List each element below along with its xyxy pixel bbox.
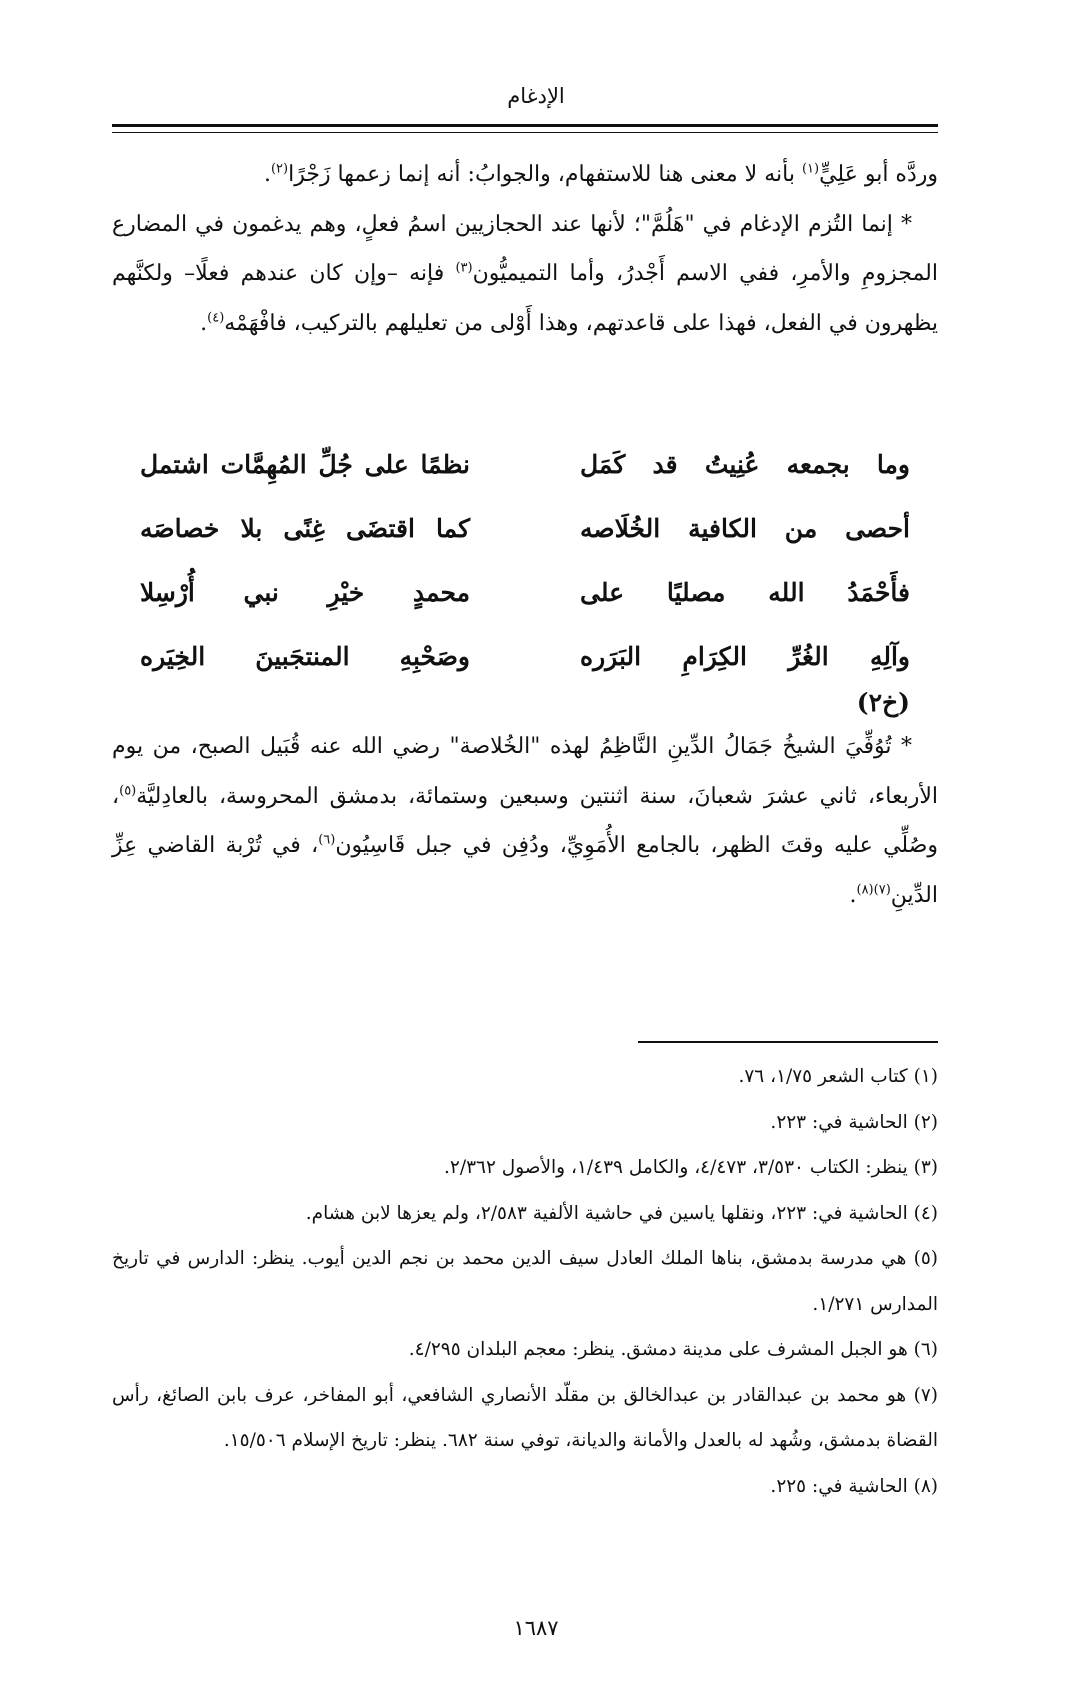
footnote: (٢) الحاشية في: ٢٢٣. <box>770 1111 938 1133</box>
paragraph: وردَّه أبو عَلِيٍّ$^{(١)}$ بأنه لا معنى هنا للاستفهام، والجوابُ: أنه إنما زعمها زَجْرًا$^{(٢)}$. <box>263 161 938 187</box>
paragraph: * إنما التُزم الإدغام في "هَلُمَّ"؛ لأنها عند الحجازيين اسمُ فعلٍ، وهم يدغمون في المضارع المجزومِ والأمرِ، ففي الاسم أَجْدرُ، وأما التميميُّون$^{(٣)}$ فإنه –وإن كان عندهم فعلًا– ولكنَّهم يظهرون في الفعل، فهذا على قاعدتهم، وهذا أَوْلى من تعليلهم بالتركيب، فافْهَمْه$^{(٤)}$. <box>112 211 938 336</box>
poem-block <box>140 432 910 717</box>
footnotes <box>112 1054 938 1509</box>
verse-second-hemistich: محمدٍ خيْرِ نبي أُرْسِلا <box>140 577 470 607</box>
header-rule-thick <box>112 124 938 127</box>
footnote: (٦) هو الجبل المشرف على مدينة دمشق. ينظر: معجم البلدان ٤/٢٩٥. <box>408 1339 938 1360</box>
footnote-ref[interactable]: (٣) <box>455 260 473 276</box>
footnote-ref[interactable]: (١) <box>801 161 820 177</box>
poem-verse <box>140 624 910 688</box>
main-text-bottom <box>112 722 938 920</box>
verse-first-hemistich: أحصى من الكافية الخُلَاصه <box>580 513 910 543</box>
poem-verse <box>140 432 910 496</box>
verse-second-hemistich: كما اقتضَى غِنًى بلا خصاصَه <box>140 513 470 543</box>
verse-first-hemistich: فأَحْمَدُ الله مصليًا على <box>580 577 910 607</box>
header-rule-thin <box>112 132 938 133</box>
verse-first-hemistich: وآلِهِ الغُرِّ الكِرَامِ البَرَره <box>580 641 910 671</box>
footnote-ref[interactable]: (٦) <box>318 832 336 848</box>
footnote: (٤) الحاشية في: ٢٢٣، ونقلها ياسين في حاشية الألفية ٢/٥٨٣، ولم يعزها لابن هشام. <box>305 1202 938 1224</box>
manuscript-mark: (خ٢) <box>856 688 910 717</box>
main-text-top <box>112 150 938 348</box>
verse-first-hemistich: وما بجمعه عُنِيتُ قد كَمَل <box>580 449 910 479</box>
footnote-ref[interactable]: (٥) <box>119 783 137 799</box>
footnote: (٨) الحاشية في: ٢٢٥. <box>770 1475 938 1497</box>
verse-second-hemistich: نظمًا على جُلِّ المُهِمَّات اشتمل <box>140 449 470 479</box>
running-header-title: الإدغام <box>507 84 565 108</box>
footnote: (٥) هي مدرسة بدمشق، بناها الملك العادل سيف الدين محمد بن نجم الدين أيوب. ينظر: الدارس في تاريخ المدارس ١/٢٧١. <box>112 1248 938 1315</box>
paragraph: * تُوُفِّيَ الشيخُ جَمَالُ الدِّينِ النَّاظِمُ لهذه "الخُلاصة" رضي الله عنه قُبَيل الصبح، من يوم الأربعاء، ثاني عشرَ شعبانَ، سنة اثنتين وسبعين وستمائة، بدمشق المحروسة، بالعادِليَّة$^{(٥)}$، وصُلِّي عليه وقتَ الظهر، بالجامع الأُمَوِيِّ، ودُفِن في جبل قَاسِيُون$^{(٦)}$، في تُرْبة القاضي عِزِّ الدِّينِ$^{(٧)(٨)}$. <box>112 734 938 908</box>
poem-verse <box>140 560 910 624</box>
footnote-separator <box>638 1041 938 1043</box>
footnote: (٣) ينظر: الكتاب ٣/٥٣٠، ٤/٤٧٣، والكامل ١/٤٣٩، والأصول ٢/٣٦٢. <box>444 1157 938 1178</box>
footnote: (١) كتاب الشعر ١/٧٥، ٧٦. <box>738 1066 938 1087</box>
footnote-ref[interactable]: (٧)(٨) <box>856 882 891 898</box>
poem-verse <box>140 496 910 560</box>
footnote-ref[interactable]: (٤) <box>207 310 225 326</box>
verse-second-hemistich: وصَحْبِهِ المنتجَبينَ الخِيَره <box>140 641 470 671</box>
page-number: ١٦٨٧ <box>513 1616 559 1640</box>
footnote: (٧) هو محمد بن عبدالقادر بن عبدالخالق بن مقلّد الأنصاري الشافعي، أبو المفاخر، عرف بابن الصائغ، رأس القضاة بدمشق، وشُهد له بالعدل والأمانة والديانة، توفي سنة ٦٨٢. ينظر: تاريخ الإسلام ١٥/٥٠٦. <box>112 1384 938 1451</box>
footnote-ref[interactable]: (٢) <box>270 161 289 177</box>
